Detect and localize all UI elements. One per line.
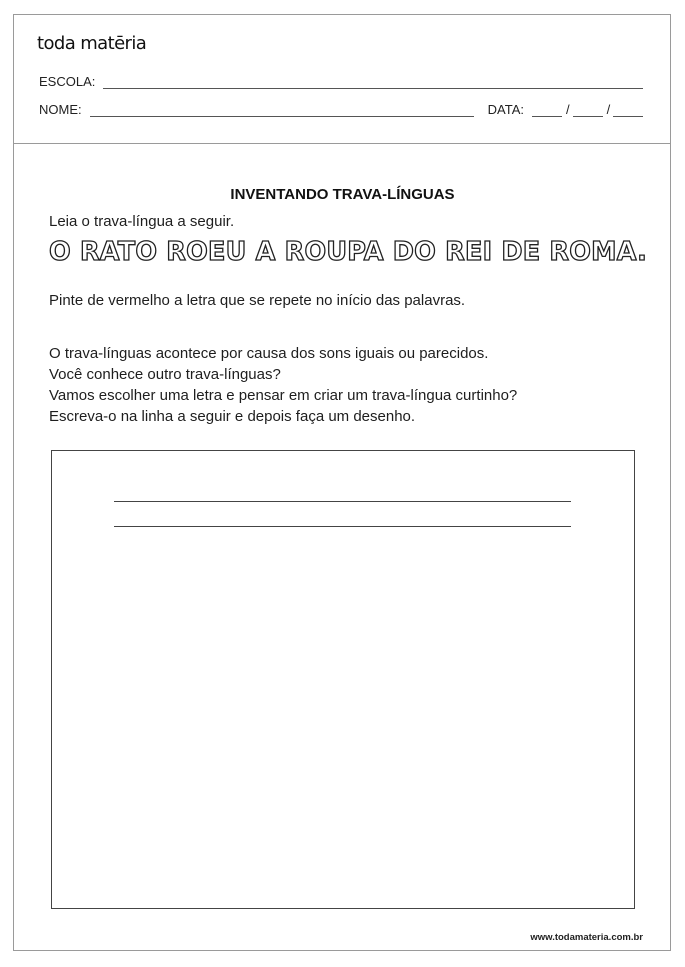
name-label: NOME: xyxy=(39,102,82,117)
header-divider xyxy=(13,143,671,144)
school-field xyxy=(39,74,643,89)
date-separator: / xyxy=(565,102,570,117)
writing-line-1[interactable] xyxy=(114,501,571,502)
website-footer: www.todamateria.com.br xyxy=(530,932,643,943)
paragraph-line: Vamos escolher uma letra e pensar em criar um trava-língua curtinho? xyxy=(49,387,518,404)
date-separator: / xyxy=(606,102,611,117)
tongue-twister-outline[interactable]: O RATO ROEU A ROUPA DO REI DE ROMA. xyxy=(49,237,647,267)
date-label: DATA: xyxy=(487,102,524,117)
paragraph-line: O trava-línguas acontece por causa dos sons iguais ou parecidos. xyxy=(49,345,489,362)
paragraph-line: Você conhece outro trava-línguas? xyxy=(49,366,281,383)
name-input-line[interactable] xyxy=(90,116,474,117)
date-month-line[interactable] xyxy=(573,116,603,117)
intro-text: Leia o trava-língua a seguir. xyxy=(49,213,235,230)
school-input-line[interactable] xyxy=(103,88,643,89)
date-day-line[interactable] xyxy=(532,116,562,117)
date-year-line[interactable] xyxy=(613,116,643,117)
drawing-area[interactable] xyxy=(51,450,635,909)
paragraph-line: Escreva-o na linha a seguir e depois faça um desenho. xyxy=(49,408,416,425)
school-label: ESCOLA: xyxy=(39,74,96,89)
writing-line-2[interactable] xyxy=(114,526,571,527)
name-field xyxy=(39,102,643,117)
logo: toda matēria xyxy=(37,33,147,54)
instruction-text: Pinte de vermelho a letra que se repete no início das palavras. xyxy=(49,292,466,309)
activity-title: INVENTANDO TRAVA-LÍNGUAS xyxy=(230,186,455,203)
